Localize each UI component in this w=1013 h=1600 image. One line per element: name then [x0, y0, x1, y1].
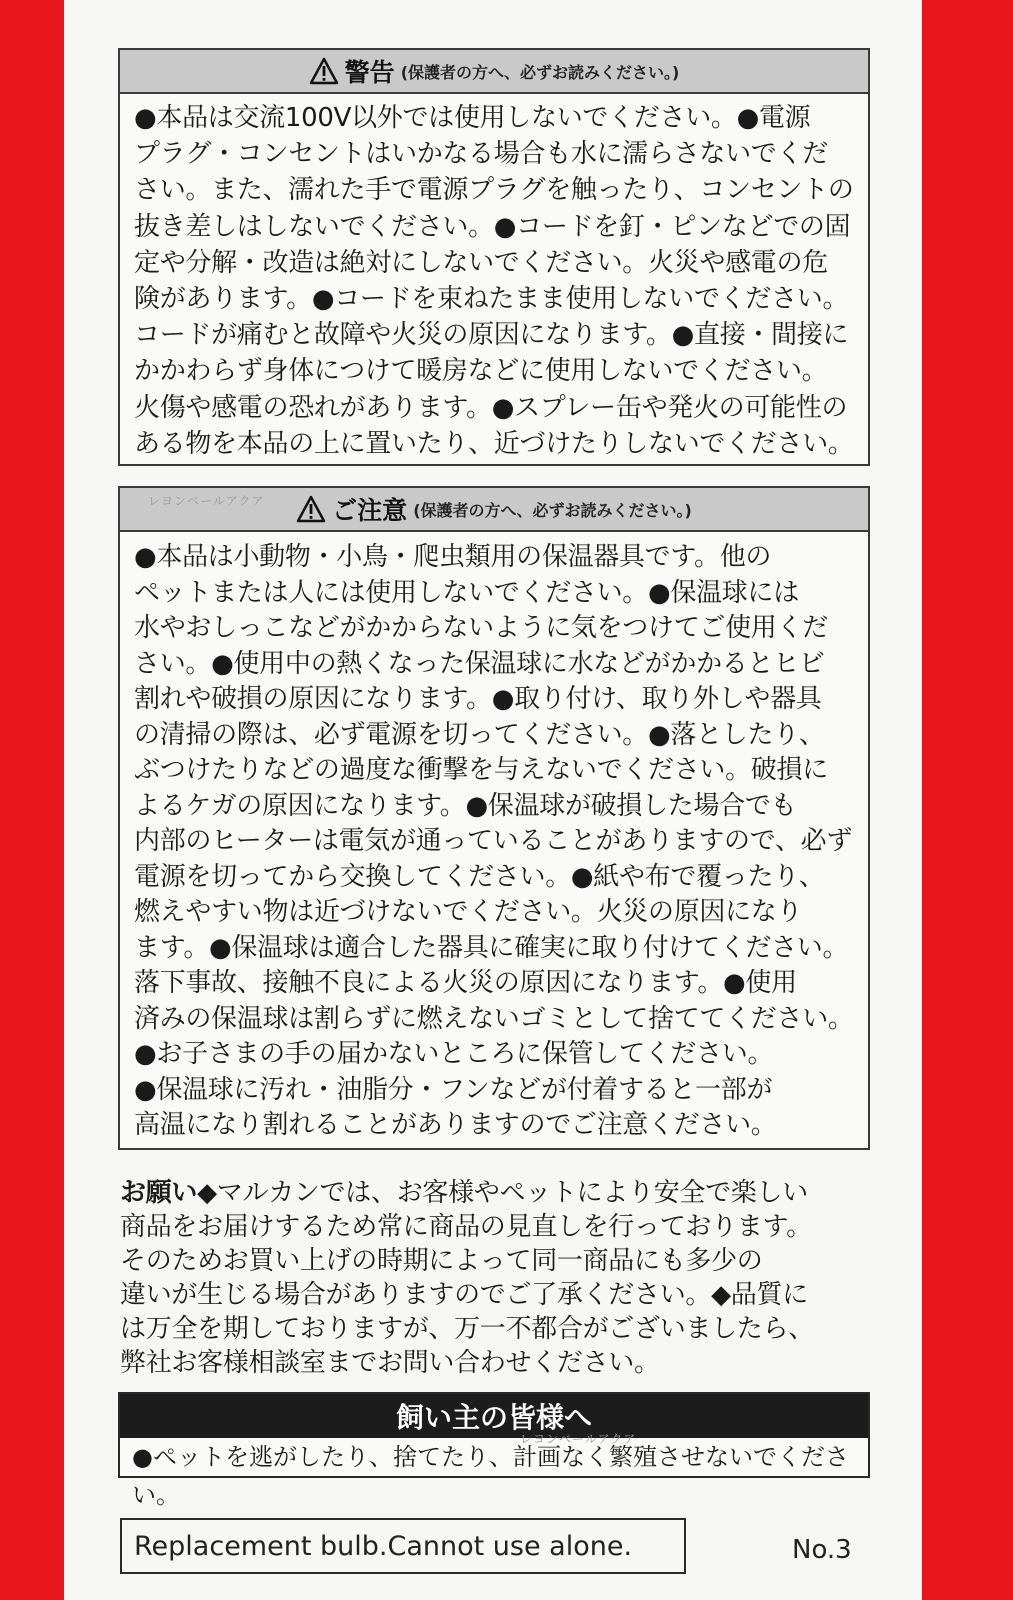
caution-line: ●お子さまの手の届かないところに保管してください。 [134, 1039, 774, 1069]
watermark: レヨンベールアクア [148, 494, 265, 508]
replacement-bulb-note: Replacement bulb.Cannot use alone. [120, 1518, 686, 1574]
owners-title: 飼い主の皆様へ [120, 1394, 868, 1438]
caution-line: 済みの保温球は割らずに燃えないゴミとして捨ててください。 [134, 1003, 854, 1034]
request-line: は万全を期しておりますが、万一不都合がございましたら、 [120, 1314, 814, 1344]
caution-line: の清掃の際は、必ず電源を切ってください。●落としたり、 [134, 719, 825, 750]
warning-line: コードが痛むと故障や火災の原因になります。●直接・間接に [134, 320, 849, 351]
warning-title: 警告 [344, 58, 395, 87]
warning-header [120, 50, 868, 94]
watermark: レヨンベールアクア [520, 1432, 637, 1446]
request-line: 違いが生じる場合がありますのでご了承ください。◆品質に [120, 1280, 808, 1310]
warning-line: さい。また、濡れた手で電源プラグを触ったり、コンセントの [134, 175, 854, 206]
request-line: 商品をお届けするため常に商品の見直しを行っております。 [120, 1212, 812, 1242]
caution-title: ご注意 [332, 496, 408, 525]
caution-line: ペットまたは人には使用しないでください。●保温球には [134, 577, 799, 608]
caution-line: 電源を切ってから交換してください。●紙や布で覆ったり、 [134, 861, 825, 892]
warning-triangle-icon [309, 57, 339, 85]
caution-line: 内部のヒーターは電気が通っていることがありますので、必ず [134, 826, 853, 856]
warning-box [118, 48, 870, 466]
caution-line: ます。●保温球は適合した器具に確実に取り付けてください。 [134, 932, 849, 963]
warning-line: 険があります。●コードを束ねたまま使用しないでください。 [134, 284, 849, 315]
caution-line: 割れや破損の原因になります。●取り付け、取り外しや器具 [134, 684, 822, 714]
warning-line: ある物を本品の上に置いたり、近づけたりしないでください。 [134, 428, 854, 459]
caution-box [118, 486, 870, 1150]
caution-line: 水やおしっこなどがかからないように気をつけてご使用くだ [134, 613, 828, 643]
caution-triangle-icon [296, 495, 326, 523]
warning-line: 火傷や感電の恐れがあります。●スプレー缶や発火の可能性の [134, 392, 848, 423]
caution-subtitle: (保護者の方へ、必ずお読みください。) [413, 500, 692, 520]
request-label: お願い [120, 1178, 198, 1208]
caution-line: 落下事故、接触不良による火災の原因になります。●使用 [134, 968, 797, 998]
caution-line: よるケガの原因になります。●保温球が破損した場合でも [134, 790, 797, 821]
warning-subtitle: (保護者の方へ、必ずお読みください。) [400, 62, 680, 82]
warning-line: かかわらず身体につけて暖房などに使用しないでください。 [134, 356, 828, 387]
caution-body [120, 532, 868, 1144]
request-first-line [120, 1176, 880, 1210]
caution-line: ぶつけたりなどの過度な衝撃を与えないでください。破損に [134, 755, 828, 785]
request-section [120, 1176, 880, 1380]
model-number: No.3 [792, 1535, 852, 1565]
owners-text: ●ペットを逃がしたり、捨てたり、計画なく繁殖させないでください。 [132, 1443, 849, 1509]
warning-line: 定や分解・改造は絶対にしないでください。火災や感電の危 [134, 247, 828, 278]
caution-line: 高温になり割れることがありますのでご注意ください。 [134, 1110, 777, 1140]
caution-line: 燃えやすい物は近づけないでください。火災の原因になり [134, 897, 803, 927]
warning-body [120, 94, 868, 462]
request-line: 弊社お客様相談室までお問い合わせください。 [120, 1348, 660, 1378]
request-line: そのためお買い上げの時期によって同一商品にも多少の [120, 1246, 763, 1276]
owners-box [118, 1392, 870, 1509]
warning-line: プラグ・コンセントはいかなる場合も水に濡らさないでくだ [134, 139, 828, 170]
caution-line: ●保温球に汚れ・油脂分・フンなどが付着すると一部が [134, 1074, 773, 1105]
request-line: ◆マルカンでは、お客様やペットにより安全で楽しい [197, 1178, 808, 1208]
warning-line: 抜き差しはしないでください。●コードを釘・ピンなどでの固 [134, 211, 851, 242]
caution-line: さい。●使用中の熱くなった保温球に水などがかかるとヒビ [134, 648, 825, 679]
caution-line: ●本品は小動物・小鳥・爬虫類用の保温器具です。他の [134, 542, 772, 572]
warning-line: ●本品は交流100V以外では使用しないでください。●電源 [134, 103, 811, 133]
